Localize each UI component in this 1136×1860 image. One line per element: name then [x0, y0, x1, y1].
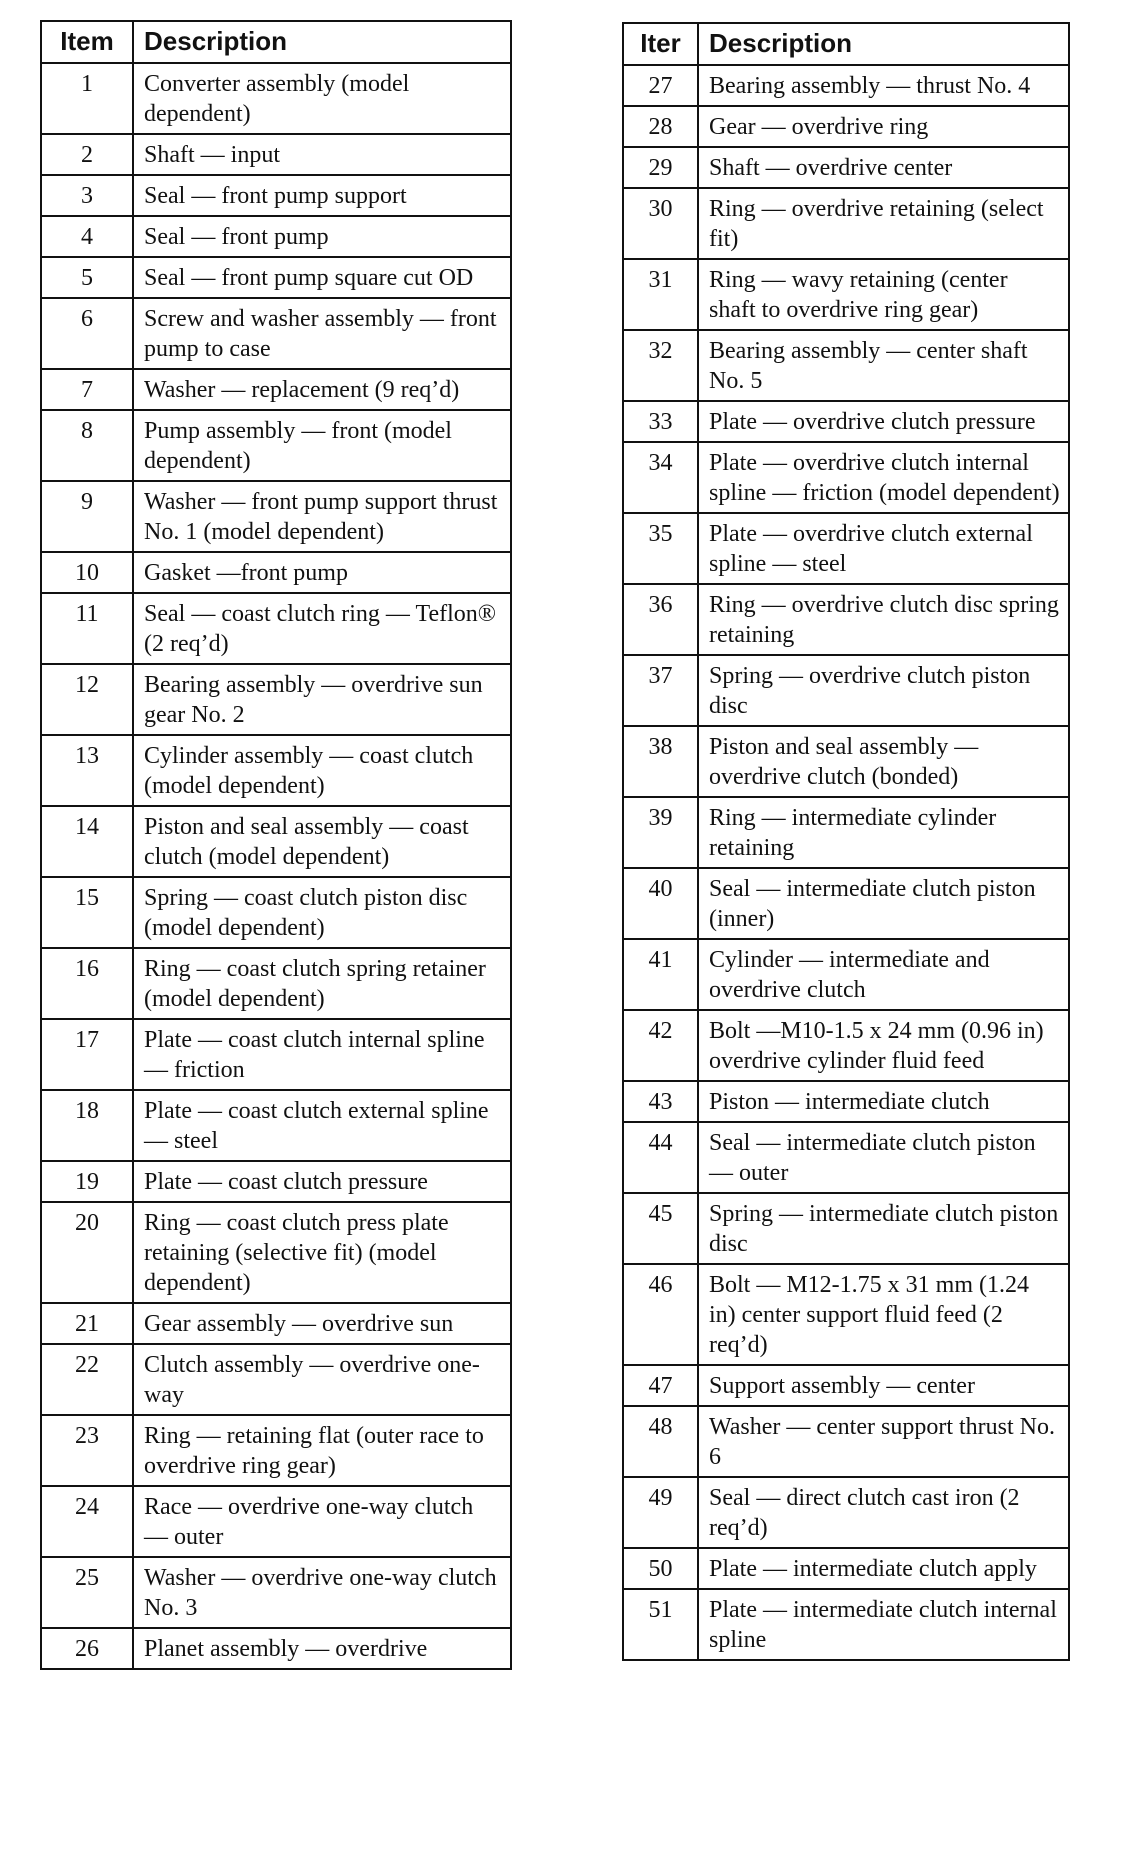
- item-number-cell: 6: [41, 298, 133, 369]
- item-number-cell: 47: [623, 1365, 698, 1406]
- table-row: [41, 1019, 511, 1090]
- description-cell: Spring — overdrive clutch piston disc: [698, 655, 1069, 726]
- description-column-header: Description: [698, 23, 1069, 65]
- item-number-cell: 33: [623, 401, 698, 442]
- table-row: [623, 106, 1069, 147]
- table-row: [41, 481, 511, 552]
- item-number-cell: 13: [41, 735, 133, 806]
- description-cell: Gear assembly — overdrive sun: [133, 1303, 511, 1344]
- description-cell: Spring — coast clutch piston disc (model dependent): [133, 877, 511, 948]
- item-number-cell: 38: [623, 726, 698, 797]
- item-number-cell: 4: [41, 216, 133, 257]
- description-column-header: Description: [133, 21, 511, 63]
- description-cell: Plate — overdrive clutch external spline — steel: [698, 513, 1069, 584]
- item-number-cell: 11: [41, 593, 133, 664]
- table-row: [623, 1589, 1069, 1660]
- table-row: [623, 513, 1069, 584]
- description-cell: Bolt — M12-1.75 x 31 mm (1.24 in) center support fluid feed (2 req’d): [698, 1264, 1069, 1365]
- table-row: [623, 655, 1069, 726]
- description-cell: Bearing assembly — thrust No. 4: [698, 65, 1069, 106]
- table-row: [41, 1344, 511, 1415]
- table-row: [41, 63, 511, 134]
- description-cell: Screw and washer assembly — front pump to case: [133, 298, 511, 369]
- item-number-cell: 24: [41, 1486, 133, 1557]
- description-cell: Gear — overdrive ring: [698, 106, 1069, 147]
- item-number-cell: 3: [41, 175, 133, 216]
- table-row: [623, 1406, 1069, 1477]
- description-cell: Plate — intermediate clutch apply: [698, 1548, 1069, 1589]
- description-cell: Piston and seal assembly — overdrive clutch (bonded): [698, 726, 1069, 797]
- description-cell: Ring — coast clutch spring retainer (model dependent): [133, 948, 511, 1019]
- table-row: [41, 1486, 511, 1557]
- item-number-cell: 46: [623, 1264, 698, 1365]
- description-cell: Ring — overdrive clutch disc spring retaining: [698, 584, 1069, 655]
- item-number-cell: 26: [41, 1628, 133, 1669]
- table-row: [41, 257, 511, 298]
- item-number-cell: 15: [41, 877, 133, 948]
- description-cell: Washer — overdrive one-way clutch No. 3: [133, 1557, 511, 1628]
- item-number-cell: 36: [623, 584, 698, 655]
- table-row: [41, 410, 511, 481]
- table-row: [623, 726, 1069, 797]
- description-cell: Piston — intermediate clutch: [698, 1081, 1069, 1122]
- description-cell: Cylinder assembly — coast clutch (model dependent): [133, 735, 511, 806]
- item-number-cell: 31: [623, 259, 698, 330]
- description-cell: Plate — coast clutch internal spline — friction: [133, 1019, 511, 1090]
- item-number-cell: 48: [623, 1406, 698, 1477]
- item-number-cell: 40: [623, 868, 698, 939]
- parts-table-right: [622, 22, 1070, 1661]
- table-row: [623, 1010, 1069, 1081]
- description-cell: Ring — wavy retaining (center shaft to overdrive ring gear): [698, 259, 1069, 330]
- table-row: [41, 1628, 511, 1669]
- table-row: [623, 1477, 1069, 1548]
- table-row: [41, 1161, 511, 1202]
- description-cell: Seal — front pump: [133, 216, 511, 257]
- table-row: [623, 65, 1069, 106]
- description-cell: Washer — center support thrust No. 6: [698, 1406, 1069, 1477]
- description-cell: Shaft — input: [133, 134, 511, 175]
- item-number-cell: 45: [623, 1193, 698, 1264]
- item-number-cell: 43: [623, 1081, 698, 1122]
- item-number-cell: 20: [41, 1202, 133, 1303]
- description-cell: Ring — coast clutch press plate retaining (selective fit) (model dependent): [133, 1202, 511, 1303]
- table-row: [41, 134, 511, 175]
- description-cell: Ring — retaining flat (outer race to overdrive ring gear): [133, 1415, 511, 1486]
- item-number-cell: 10: [41, 552, 133, 593]
- item-number-cell: 28: [623, 106, 698, 147]
- description-cell: Converter assembly (model dependent): [133, 63, 511, 134]
- table-row: [623, 330, 1069, 401]
- description-cell: Seal — intermediate clutch piston (inner): [698, 868, 1069, 939]
- description-cell: Clutch assembly — overdrive one-way: [133, 1344, 511, 1415]
- description-cell: Gasket —front pump: [133, 552, 511, 593]
- item-number-cell: 8: [41, 410, 133, 481]
- item-number-cell: 17: [41, 1019, 133, 1090]
- table-row: [623, 401, 1069, 442]
- table-row: [623, 1081, 1069, 1122]
- description-cell: Planet assembly — overdrive: [133, 1628, 511, 1669]
- description-cell: Plate — coast clutch external spline — steel: [133, 1090, 511, 1161]
- table-row: [623, 259, 1069, 330]
- description-cell: Race — overdrive one-way clutch — outer: [133, 1486, 511, 1557]
- table-body: [623, 65, 1069, 1660]
- item-number-cell: 23: [41, 1415, 133, 1486]
- table-row: [41, 1202, 511, 1303]
- description-cell: Spring — intermediate clutch piston disc: [698, 1193, 1069, 1264]
- item-number-cell: 35: [623, 513, 698, 584]
- description-cell: Washer — front pump support thrust No. 1 (model dependent): [133, 481, 511, 552]
- table-row: [41, 369, 511, 410]
- item-number-cell: 21: [41, 1303, 133, 1344]
- item-number-cell: 49: [623, 1477, 698, 1548]
- description-cell: Seal — front pump support: [133, 175, 511, 216]
- description-cell: Bearing assembly — center shaft No. 5: [698, 330, 1069, 401]
- description-cell: Cylinder — intermediate and overdrive clutch: [698, 939, 1069, 1010]
- item-number-cell: 44: [623, 1122, 698, 1193]
- table-row: [623, 188, 1069, 259]
- description-cell: Ring — overdrive retaining (select fit): [698, 188, 1069, 259]
- table-row: [623, 147, 1069, 188]
- description-cell: Bolt —M10-1.5 x 24 mm (0.96 in) overdrive cylinder fluid feed: [698, 1010, 1069, 1081]
- item-number-cell: 42: [623, 1010, 698, 1081]
- item-number-cell: 29: [623, 147, 698, 188]
- table-row: [41, 735, 511, 806]
- table-row: [623, 1365, 1069, 1406]
- item-number-cell: 2: [41, 134, 133, 175]
- description-cell: Bearing assembly — overdrive sun gear No. 2: [133, 664, 511, 735]
- table-row: [41, 877, 511, 948]
- item-number-cell: 25: [41, 1557, 133, 1628]
- item-number-cell: 16: [41, 948, 133, 1019]
- header-row: [41, 21, 511, 63]
- table-row: [41, 298, 511, 369]
- parts-table-left: [40, 20, 512, 1670]
- item-number-cell: 19: [41, 1161, 133, 1202]
- table-row: [623, 584, 1069, 655]
- description-cell: Plate — coast clutch pressure: [133, 1161, 511, 1202]
- item-number-cell: 27: [623, 65, 698, 106]
- item-number-cell: 51: [623, 1589, 698, 1660]
- header-row: [623, 23, 1069, 65]
- item-number-cell: 14: [41, 806, 133, 877]
- description-cell: Seal — intermediate clutch piston — outer: [698, 1122, 1069, 1193]
- table-row: [623, 1548, 1069, 1589]
- table-row: [623, 1264, 1069, 1365]
- description-cell: Support assembly — center: [698, 1365, 1069, 1406]
- description-cell: Shaft — overdrive center: [698, 147, 1069, 188]
- table-row: [41, 1090, 511, 1161]
- description-cell: Plate — intermediate clutch internal spline: [698, 1589, 1069, 1660]
- table-row: [623, 868, 1069, 939]
- item-number-cell: 39: [623, 797, 698, 868]
- item-number-cell: 12: [41, 664, 133, 735]
- table-row: [41, 1303, 511, 1344]
- item-number-cell: 50: [623, 1548, 698, 1589]
- description-cell: Pump assembly — front (model dependent): [133, 410, 511, 481]
- item-number-cell: 1: [41, 63, 133, 134]
- item-number-cell: 30: [623, 188, 698, 259]
- table-row: [623, 1122, 1069, 1193]
- item-number-cell: 22: [41, 1344, 133, 1415]
- table-row: [41, 948, 511, 1019]
- table-row: [623, 442, 1069, 513]
- table-row: [41, 1415, 511, 1486]
- table-row: [41, 664, 511, 735]
- table-row: [41, 552, 511, 593]
- description-cell: Seal — direct clutch cast iron (2 req’d): [698, 1477, 1069, 1548]
- table-row: [41, 1557, 511, 1628]
- description-cell: Washer — replacement (9 req’d): [133, 369, 511, 410]
- table-row: [41, 216, 511, 257]
- description-cell: Piston and seal assembly — coast clutch (model dependent): [133, 806, 511, 877]
- table-row: [623, 939, 1069, 1010]
- description-cell: Plate — overdrive clutch pressure: [698, 401, 1069, 442]
- table-row: [41, 806, 511, 877]
- item-number-cell: 18: [41, 1090, 133, 1161]
- description-cell: Plate — overdrive clutch internal spline — friction (model dependent): [698, 442, 1069, 513]
- table-row: [41, 593, 511, 664]
- description-cell: Seal — coast clutch ring — Teflon® (2 req’d): [133, 593, 511, 664]
- table-row: [41, 175, 511, 216]
- item-column-header: Item: [41, 21, 133, 63]
- item-number-cell: 41: [623, 939, 698, 1010]
- table-body: [41, 63, 511, 1669]
- description-cell: Seal — front pump square cut OD: [133, 257, 511, 298]
- item-number-cell: 32: [623, 330, 698, 401]
- item-number-cell: 34: [623, 442, 698, 513]
- item-number-cell: 7: [41, 369, 133, 410]
- table-row: [623, 1193, 1069, 1264]
- item-number-cell: 5: [41, 257, 133, 298]
- item-number-cell: 37: [623, 655, 698, 726]
- description-cell: Ring — intermediate cylinder retaining: [698, 797, 1069, 868]
- item-column-header: Iter: [623, 23, 698, 65]
- item-number-cell: 9: [41, 481, 133, 552]
- table-row: [623, 797, 1069, 868]
